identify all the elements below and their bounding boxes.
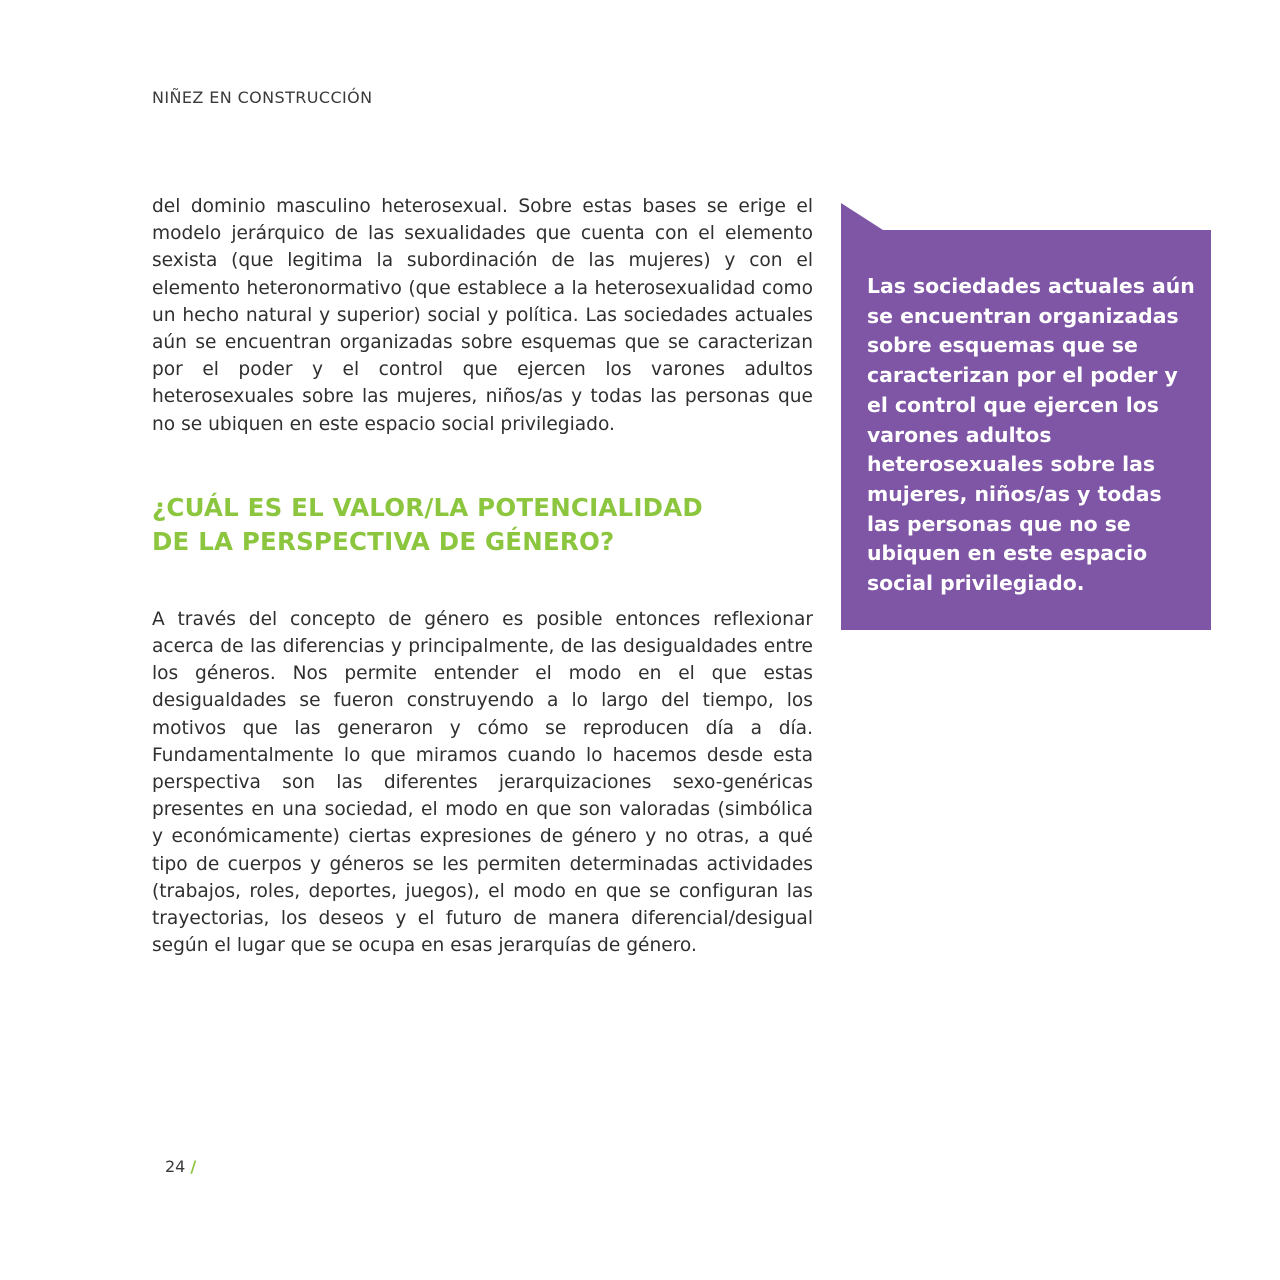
main-column (152, 193, 813, 959)
page-footer (165, 1157, 196, 1176)
page-number-slash: / (190, 1157, 197, 1176)
body-paragraph-2: A través del concepto de género es posible entonces reflexionar acerca de las diferencias y principalmente, de las desigualdades entre los géneros. Nos permite entender el modo en el que estas desigualdades se fueron construyendo a lo largo del tiempo, los motivos que las generaron y cómo se reproducen día a día. Fundamentalmente lo que miramos cuando lo hacemos desde esta perspectiva son las diferentes jerarquizaciones sexo-genéricas presentes en una sociedad, el modo en que son valoradas (simbólica y económicamente) ciertas expresiones de género y no otras, a qué tipo de cuerpos y géneros se les permiten determinadas actividades (trabajos, roles, deportes, juegos), el modo en que se configuran las trayectorias, los deseos y el futuro de manera diferencial/desigual según el lugar que se ocupa en esas jerarquías de género. (152, 608, 813, 957)
section-heading-line-2: DE LA PERSPECTIVA DE GÉNERO? (152, 526, 615, 556)
page-number: 24 (165, 1157, 186, 1176)
section-heading (152, 491, 813, 559)
pull-quote-callout (841, 203, 1211, 630)
section-heading-line-1: ¿CUÁL ES EL VALOR/LA POTENCIALIDAD (152, 492, 703, 522)
running-header: NIÑEZ EN CONSTRUCCIÓN (152, 88, 373, 107)
body-paragraph-1: del dominio masculino heterosexual. Sobre estas bases se erige el modelo jerárquico de las sexualidades que cuenta con el elemento sexista (que legitima la subordinación de las mujeres) y con el elemento heteronormativo (que establece a la heterosexualidad como un hecho natural y superior) social y política. Las sociedades actuales aún se encuentran organizadas sobre esquemas que se caracterizan por el poder y el control que ejercen los varones adultos heterosexuales sobre las mujeres, niños/as y todas las personas que no se ubiquen en este espacio social privilegiado. (152, 196, 813, 435)
callout-text: Las sociedades actuales aún se encuentran organizadas sobre esquemas que se caracterizan por el poder y el control que ejercen los varones adultos heterosexuales sobre las mujeres, niños/as y todas las personas que no se ubiquen en este espacio social privilegiado. (867, 274, 1195, 596)
